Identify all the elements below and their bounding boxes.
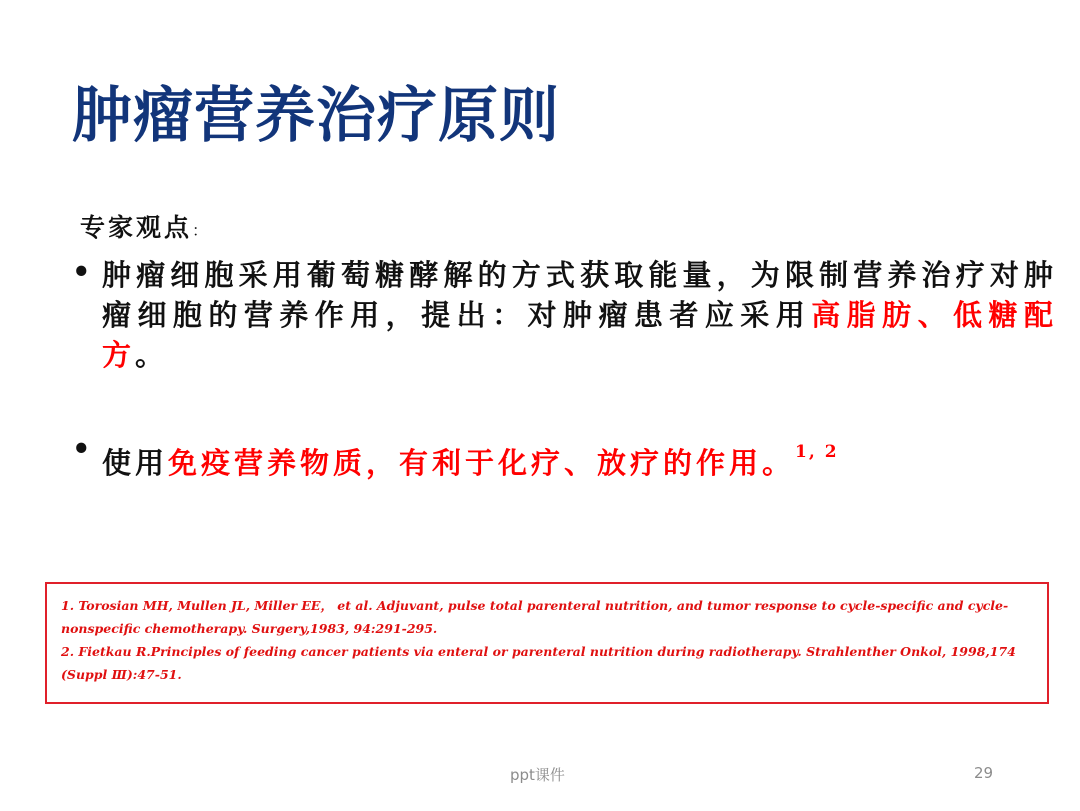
references-box [45, 582, 1049, 704]
slide-title: 肿瘤营养治疗原则 [72, 81, 560, 151]
expert-opinion-label: 专家观点 [80, 213, 193, 242]
reference-1: 1. Torosian MH, Mullen JL, Miller EE， et al. Adjuvant, pulse total parenteral nutrition, and tumor response to cycle-specific and cycle-nonspecific chemotherapy. Surgery,1983, 94:291-295. [61, 598, 1009, 636]
bullet-2-emphasis: 免疫营养物质，有利于化疗、放疗的作用。 [168, 446, 796, 480]
bullet-text-1 [102, 255, 1057, 375]
footer-label: ppt课件 [510, 766, 565, 784]
bullet-1-emphasis: 高脂肪、低糖配方 [102, 298, 1057, 372]
bullet-1-text: 肿瘤细胞采用葡萄糖酵解的方式获取能量，为限制营养治疗对肿瘤细胞的营养作用，提出：对肿瘤患者应采用 [102, 258, 1057, 332]
expert-opinion-heading [80, 208, 211, 244]
bullet-1-end: 。 [135, 338, 169, 372]
bullet-marker-1: • [72, 255, 95, 289]
reference-2: 2. Fietkau R.Principles of feeding cancer patients via enteral or parenteral nutrition during radiotherapy. Strahlenther Onkol, 1998,174 (Suppl Ⅲ):47-51. [61, 644, 1016, 682]
page-number: 29 [974, 764, 994, 782]
bullet-text-2 [102, 432, 839, 483]
bullet-2-text: 使用 [102, 446, 169, 480]
citation-superscript: 1, 2 [795, 442, 839, 462]
bullet-item-1 [72, 255, 1057, 375]
bullet-item-2 [72, 432, 1052, 480]
bullet-marker-2: • [72, 432, 95, 466]
expert-opinion-colon: ： [192, 221, 212, 240]
